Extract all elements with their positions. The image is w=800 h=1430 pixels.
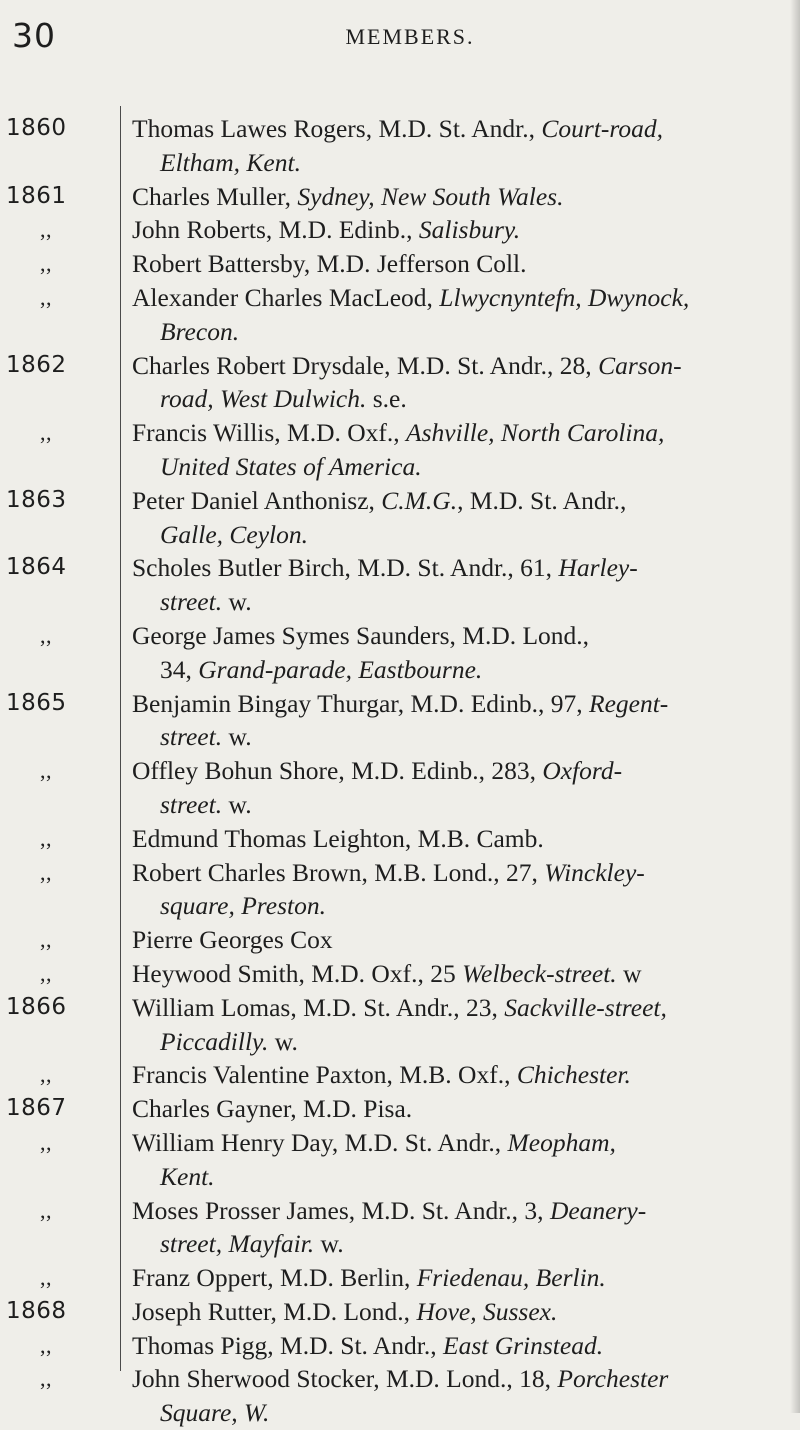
entry-segment: William Lomas, M.D. St. Andr., 23, (132, 992, 505, 1022)
member-entry (0, 1058, 800, 1092)
entry-line (132, 619, 782, 653)
entry-segment: Heywood Smith, M.D. Oxf., 25 (132, 958, 463, 988)
entry-segment: Robert Battersby, M.D. Jefferson Coll. (132, 249, 527, 279)
entry-segment: , M.D. St. Andr., (457, 485, 627, 515)
entry-continuation-line (132, 788, 782, 822)
entry-year: 1865 (6, 689, 67, 716)
entry-line (132, 1261, 782, 1295)
entry-continuation-line (132, 1396, 782, 1430)
member-entry (0, 484, 800, 552)
entry-segment: w. (222, 789, 252, 819)
entry-segment: Thomas Pigg, M.D. St. Andr., (132, 1330, 443, 1360)
entry-text (120, 551, 800, 619)
entry-continuation-line (132, 1025, 782, 1059)
entry-line (132, 822, 782, 856)
address-text: Sackville-street, (504, 992, 667, 1022)
entry-text (120, 822, 800, 856)
entry-continuation-line (132, 889, 782, 923)
entry-segment: Offley Bohun Shore, M.D. Edinb., 283, (132, 756, 543, 786)
entry-text (120, 416, 800, 484)
entry-year: 1860 (6, 115, 67, 141)
entry-line (132, 687, 782, 721)
entry-text (120, 1261, 800, 1295)
address-text: Meopham, (507, 1127, 616, 1157)
entry-text (120, 1194, 800, 1262)
entry-line (132, 484, 782, 518)
entry-segment: w. (314, 1229, 344, 1259)
entry-line (132, 180, 782, 214)
entry-line (132, 923, 782, 957)
entry-segment: w. (222, 722, 252, 752)
entry-segment: w (616, 958, 642, 988)
entry-segment: w. (222, 587, 252, 617)
entry-line (132, 213, 782, 247)
address-text: Kent. (160, 1161, 215, 1191)
entry-text (120, 1126, 800, 1194)
entry-continuation-line (132, 518, 782, 552)
entry-text (120, 180, 800, 214)
member-entry (0, 1329, 800, 1363)
address-text: Sydney, New South Wales. (297, 181, 564, 211)
entry-year: 1863 (6, 486, 67, 513)
entry-segment: Charles Robert Drysdale, M.D. St. Andr., 28, (132, 350, 599, 380)
member-entry (0, 349, 800, 417)
entry-text (120, 1362, 800, 1430)
address-text: Porchester (557, 1364, 669, 1394)
entry-line (132, 856, 782, 890)
entry-year: ,, (40, 251, 52, 277)
entry-text (120, 1295, 800, 1329)
entry-continuation-line (132, 315, 782, 349)
address-text: Salisbury. (418, 215, 521, 245)
entry-text (120, 247, 800, 281)
entry-year: 1868 (6, 1297, 67, 1324)
member-entry (0, 957, 800, 991)
entry-year: ,, (40, 825, 52, 851)
member-entry (0, 213, 800, 247)
member-entry (0, 687, 800, 755)
member-entry (0, 923, 800, 957)
entry-segment: Franz Oppert, M.D. Berlin, (132, 1263, 417, 1293)
entry-text (120, 1058, 800, 1092)
entry-line (132, 1362, 782, 1396)
entry-year: ,, (40, 420, 52, 446)
page-number: 30 (12, 16, 56, 55)
address-text: square, Preston. (160, 891, 326, 921)
member-entry (0, 1092, 800, 1126)
address-text: Piccadilly. (160, 1026, 269, 1056)
entry-text (120, 957, 800, 991)
entry-year: 1862 (6, 351, 67, 378)
running-head: MEMBERS. (345, 24, 475, 49)
entry-text (120, 856, 800, 924)
entry-segment: George James Symes Saunders, M.D. Lond., (132, 620, 590, 650)
entry-segment: Moses Prosser James, M.D. St. Andr., 3, (132, 1195, 550, 1225)
member-entry (0, 180, 800, 214)
address-text: Brecon. (160, 316, 240, 346)
entry-year: ,, (40, 1129, 52, 1155)
entry-year: ,, (40, 1062, 52, 1088)
entry-segment: Benjamin Bingay Thurgar, M.D. Edinb., 97, (132, 688, 589, 718)
entry-segment: w. (268, 1026, 298, 1056)
entry-continuation-line (132, 653, 782, 687)
entry-segment: Charles Gayner, M.D. Pisa. (132, 1094, 413, 1124)
entry-year: ,, (40, 622, 52, 648)
entry-year: ,, (40, 758, 52, 784)
entry-text (120, 754, 800, 822)
member-entry (0, 619, 800, 687)
entry-segment: Peter Daniel Anthonisz, (132, 485, 382, 515)
address-text: Square, W. (160, 1398, 270, 1428)
entry-segment: Alexander Charles MacLeod, (132, 282, 440, 312)
entry-text (120, 484, 800, 552)
entry-continuation-line (132, 146, 782, 180)
address-text: Regent- (589, 688, 669, 718)
entry-text (120, 923, 800, 957)
entry-year: ,, (40, 284, 52, 310)
entry-year: ,, (40, 960, 52, 986)
member-entry (0, 822, 800, 856)
entry-line (132, 112, 782, 146)
entry-text (120, 991, 800, 1059)
entry-line (132, 1092, 782, 1126)
member-entry (0, 551, 800, 619)
address-text: Chichester. (516, 1060, 631, 1090)
entry-line (132, 281, 782, 315)
member-entry (0, 112, 800, 180)
entry-year: ,, (40, 217, 52, 243)
entry-line (132, 1126, 782, 1160)
entry-continuation-line (132, 1227, 782, 1261)
entry-text (120, 619, 800, 687)
member-list (0, 112, 800, 1430)
entry-year: 1861 (6, 182, 67, 209)
entry-continuation-line (132, 450, 782, 484)
entry-line (132, 991, 782, 1025)
address-text: street. (160, 789, 223, 819)
entry-text (120, 213, 800, 247)
member-entry (0, 991, 800, 1059)
entry-line (132, 754, 782, 788)
entry-segment: Thomas Lawes Rogers, M.D. St. Andr., (132, 114, 542, 143)
entry-year: ,, (40, 1366, 52, 1392)
address-text: street. (160, 722, 223, 752)
entry-continuation-line (132, 1160, 782, 1194)
entry-segment: Charles Muller, (132, 181, 298, 211)
entry-text (120, 1329, 800, 1363)
entry-text (120, 687, 800, 755)
entry-line (132, 1194, 782, 1228)
member-entry (0, 1295, 800, 1329)
entry-text (120, 349, 800, 417)
address-text: East Grinstead. (443, 1330, 604, 1360)
member-entry (0, 281, 800, 349)
address-text: street. (160, 587, 223, 617)
member-entry (0, 1126, 800, 1194)
address-text: road, West Dulwich. (160, 384, 367, 414)
entry-line (132, 416, 782, 450)
entry-year: ,, (40, 1197, 52, 1223)
entry-segment: John Roberts, M.D. Edinb., (132, 215, 419, 245)
address-text: Court-road, (541, 114, 664, 143)
address-text: United States of America. (160, 451, 422, 481)
entry-year: 1866 (6, 993, 67, 1020)
entry-text (120, 281, 800, 349)
entry-year: 1864 (6, 554, 67, 581)
address-text: Harley- (558, 553, 638, 583)
address-text: Eltham, Kent. (160, 147, 301, 177)
address-text: street, Mayfair. (160, 1229, 315, 1259)
address-text: Carson- (598, 350, 682, 380)
member-entry (0, 1194, 800, 1262)
entry-segment: Francis Valentine Paxton, M.B. Oxf., (132, 1060, 517, 1090)
address-text: C.M.G. (381, 485, 458, 515)
entry-line (132, 1058, 782, 1092)
entry-text (120, 1092, 800, 1126)
entry-year: ,, (40, 1265, 52, 1291)
entry-segment: Scholes Butler Birch, M.D. St. Andr., 61, (132, 553, 559, 583)
entry-line (132, 349, 782, 383)
entry-segment: Francis Willis, M.D. Oxf., (132, 418, 407, 448)
entry-text (120, 112, 800, 180)
address-text: Galle, Ceylon. (160, 519, 309, 549)
entry-continuation-line (132, 720, 782, 754)
address-text: Deanery- (549, 1195, 647, 1225)
address-text: Winckley- (544, 857, 645, 887)
address-text: Ashville, North Carolina, (406, 418, 665, 448)
address-text: Hove, Sussex. (416, 1296, 558, 1326)
member-entry (0, 416, 800, 484)
entry-line (132, 957, 782, 991)
entry-year: ,, (40, 1332, 52, 1358)
entry-year: ,, (40, 859, 52, 885)
entry-segment: Joseph Rutter, M.D. Lond., (132, 1296, 417, 1326)
entry-segment: Pierre Georges Cox (132, 925, 333, 955)
entry-segment: 34, (160, 654, 199, 684)
entry-segment: Robert Charles Brown, M.B. Lond., 27, (132, 857, 545, 887)
address-text: Friedenau, Berlin. (416, 1263, 606, 1293)
entry-line (132, 1329, 782, 1363)
entry-year: 1867 (6, 1095, 67, 1122)
entry-continuation-line (132, 382, 782, 416)
address-text: Grand-parade, Eastbourne. (198, 654, 483, 684)
entry-continuation-line (132, 585, 782, 619)
entry-segment: s.e. (366, 384, 407, 414)
entry-segment: John Sherwood Stocker, M.D. Lond., 18, (132, 1364, 558, 1394)
entry-segment: Edmund Thomas Leighton, M.B. Camb. (132, 823, 544, 853)
entry-line (132, 247, 782, 281)
address-text: Llwycnyntefn, Dwynock, (439, 282, 690, 312)
entry-line (132, 551, 782, 585)
entry-segment: William Henry Day, M.D. St. Andr., (132, 1127, 508, 1157)
entry-year: ,, (40, 927, 52, 953)
address-text: Oxford- (542, 756, 623, 786)
address-text: Welbeck-street. (462, 958, 617, 988)
member-entry (0, 247, 800, 281)
member-entry (0, 1261, 800, 1295)
member-entry (0, 856, 800, 924)
member-entry (0, 1362, 800, 1430)
entry-line (132, 1295, 782, 1329)
member-entry (0, 754, 800, 822)
